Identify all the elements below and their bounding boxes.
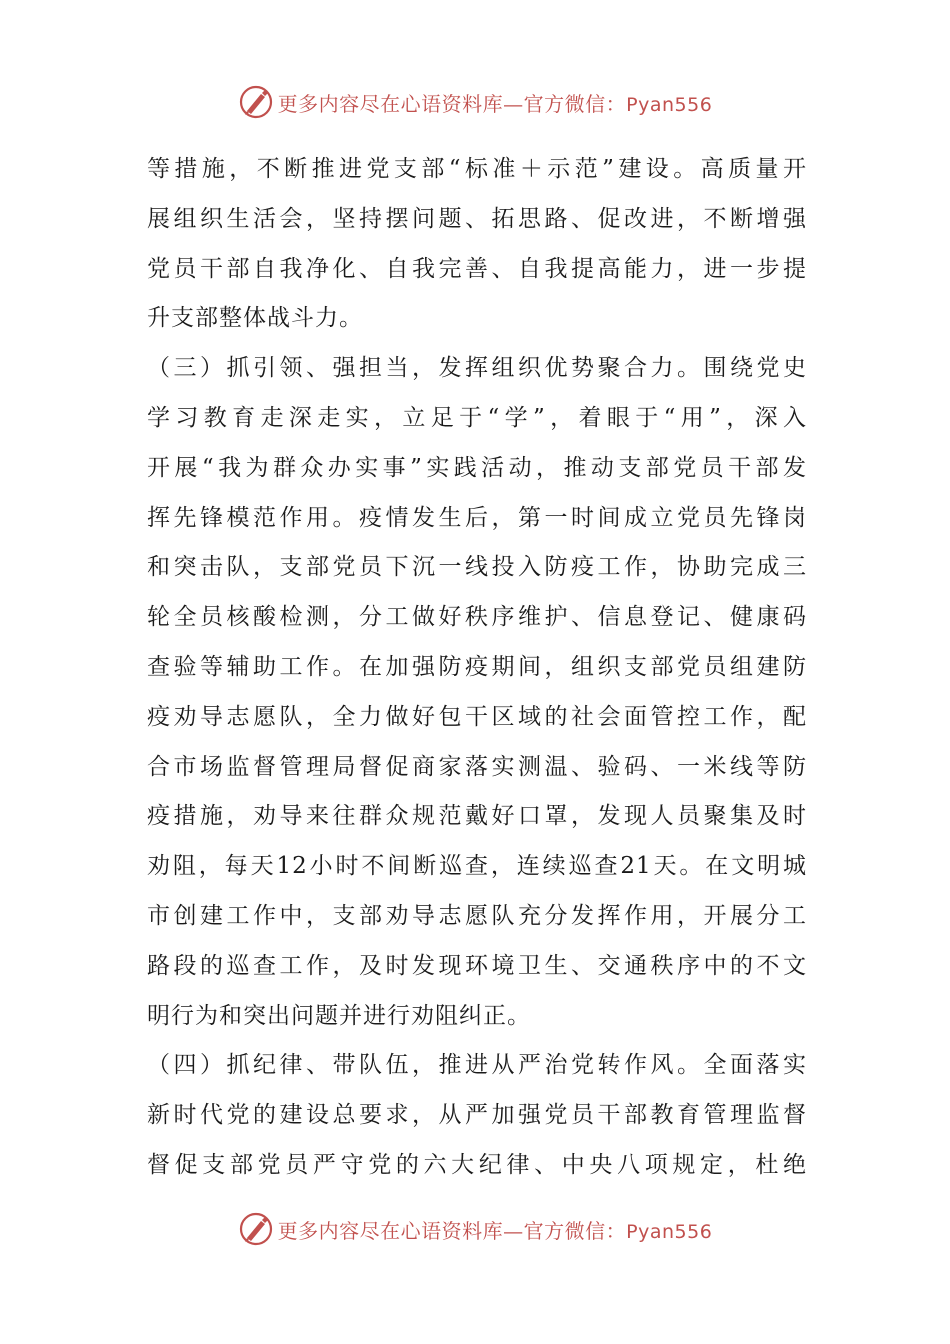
pen-logo-icon bbox=[238, 84, 274, 120]
text-line: 督促支部党员严守党的六大纪律、中央八项规定，杜绝 bbox=[147, 1151, 807, 1178]
text-line: 疫措施，劝导来往群众规范戴好口罩，发现人员聚集及时 bbox=[147, 803, 807, 830]
banner-text bbox=[278, 1215, 713, 1244]
footer-banner bbox=[0, 1207, 950, 1251]
text-line: 路段的巡查工作，及时发现环境卫生、交通秩序中的不文 bbox=[147, 952, 807, 979]
text-line: 和突击队，支部党员下沉一线投入防疫工作，协助完成三 bbox=[147, 554, 807, 581]
document-body bbox=[147, 145, 807, 1191]
text-line: 明行为和突出问题并进行劝阻纠正。 bbox=[147, 1002, 531, 1029]
banner-wechat-id: Pyan556 bbox=[626, 93, 713, 116]
text-line: 轮全员核酸检测，分工做好秩序维护、信息登记、健康码 bbox=[147, 604, 807, 631]
banner-slogan: 更多内容尽在心语资料库—官方微信： bbox=[277, 91, 627, 116]
section-heading-line: （四）抓纪律、带队伍，推进从严治党转作风。全面落实 bbox=[147, 1052, 807, 1079]
text-line: 劝阻，每天12小时不间断巡查，连续巡查21天。在文明城 bbox=[147, 853, 807, 880]
text-line: 新时代党的建设总要求，从严加强党员干部教育管理监督 bbox=[147, 1102, 807, 1129]
text-line: 升支部整体战斗力。 bbox=[147, 305, 363, 332]
text-line: 市创建工作中，支部劝导志愿队充分发挥作用，开展分工 bbox=[147, 902, 807, 929]
text-line: 等措施，不断推进党支部“标准＋示范”建设。高质量开 bbox=[147, 156, 807, 182]
header-banner bbox=[0, 80, 950, 124]
text-line: 查验等辅助工作。在加强防疫期间，组织支部党员组建防 bbox=[147, 653, 807, 680]
text-line: 开展“我为群众办实事”实践活动，推动支部党员干部发 bbox=[147, 454, 807, 481]
text-line: 展组织生活会，坚持摆问题、拓思路、促改进，不断增强 bbox=[147, 205, 807, 232]
text-line: 学习教育走深走实，立足于“学”，着眼于“用”，深入 bbox=[147, 404, 807, 431]
banner-slogan: 更多内容尽在心语资料库—官方微信： bbox=[277, 1218, 627, 1243]
pen-logo-icon bbox=[238, 1211, 274, 1247]
banner-text bbox=[278, 88, 713, 117]
text-line: 合市场监督管理局督促商家落实测温、验码、一米线等防 bbox=[147, 753, 807, 780]
banner-wechat-id: Pyan556 bbox=[626, 1220, 713, 1243]
text-line: 党员干部自我净化、自我完善、自我提高能力，进一步提 bbox=[147, 255, 807, 282]
text-line: 疫劝导志愿队，全力做好包干区域的社会面管控工作，配 bbox=[147, 703, 807, 730]
section-heading-line: （三）抓引领、强担当，发挥组织优势聚合力。围绕党史 bbox=[147, 355, 807, 382]
text-line: 挥先锋模范作用。疫情发生后，第一时间成立党员先锋岗 bbox=[147, 504, 807, 531]
